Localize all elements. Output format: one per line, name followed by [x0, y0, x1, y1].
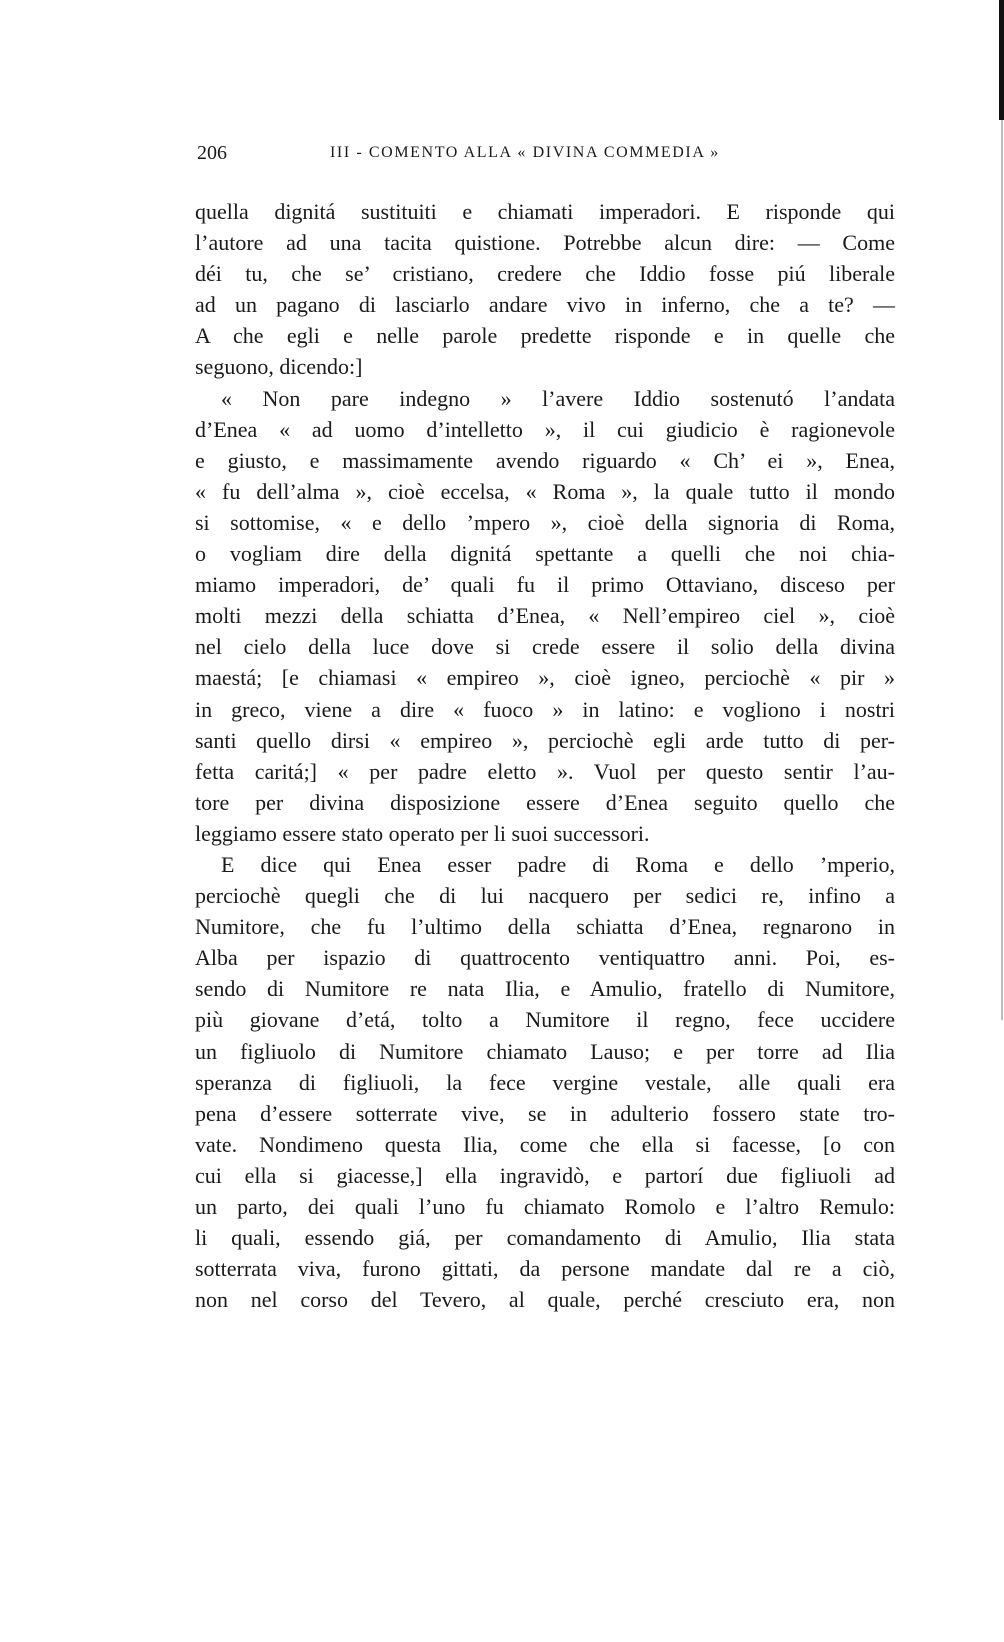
text-line: sendo di Numitore re nata Ilia, e Amulio, fratello di Numitore, — [195, 976, 895, 1002]
text-line: « fu dell’alma », cioè eccelsa, « Roma », la quale tutto il mondo — [195, 478, 895, 504]
text-line: non nel corso del Tevero, al quale, perché cresciuto era, non — [195, 1287, 895, 1313]
running-header: III - COMENTO ALLA « DIVINA COMMEDIA » — [330, 144, 720, 161]
text-line: Alba per ispazio di quattrocento ventiquattro anni. Poi, es- — [195, 945, 895, 971]
text-line: maestá; [e chiamasi « empireo », cioè igneo, perciochè « pir » — [195, 665, 895, 691]
text-line: santi quello dirsi « empireo », perciochè egli arde tutto di per- — [195, 727, 895, 753]
text-line: e giusto, e massimamente avendo riguardo « Ch’ ei », Enea, — [195, 447, 895, 473]
text-line: li quali, essendo giá, per comandamento di Amulio, Ilia stata — [195, 1225, 895, 1251]
text-line: seguono, dicendo:] — [195, 354, 363, 380]
text-line: più giovane d’etá, tolto a Numitore il regno, fece uccidere — [195, 1007, 895, 1033]
text-line: l’autore ad una tacita quistione. Potrebbe alcun dire: — Come — [195, 230, 895, 256]
text-line: molti mezzi della schiatta d’Enea, « Nell’empireo ciel », cioè — [195, 603, 895, 629]
text-line: « Non pare indegno » l’avere Iddio sostenutó l’andata — [221, 385, 895, 411]
text-line: déi tu, che se’ cristiano, credere che Iddio fosse piú liberale — [195, 261, 895, 287]
text-line: A che egli e nelle parole predette risponde e in quelle che — [195, 323, 895, 349]
text-line: speranza di figliuoli, la fece vergine vestale, alle quali era — [195, 1069, 895, 1095]
text-line: vate. Nondimeno questa Ilia, come che ella si facesse, [o con — [195, 1131, 895, 1157]
text-line: o vogliam dire della dignitá spettante a quelli che noi chia- — [195, 541, 895, 567]
text-line: Numitore, che fu l’ultimo della schiatta d’Enea, regnarono in — [195, 914, 895, 940]
page-number: 206 — [197, 142, 227, 164]
scan-edge-shadow — [1001, 120, 1003, 1020]
text-line: sotterrata viva, furono gittati, da persone mandate dal re a ciò, — [195, 1256, 895, 1282]
text-line: un figliuolo di Numitore chiamato Lauso; e per torre ad Ilia — [195, 1038, 895, 1064]
text-line: cui ella si giacesse,] ella ingravidò, e partorí due figliuoli ad — [195, 1162, 895, 1188]
text-line: fetta caritá;] « per padre eletto ». Vuol per questo sentir l’au- — [195, 758, 895, 784]
text-line: perciochè quegli che di lui nacquero per sedici re, infino a — [195, 883, 895, 909]
text-line: miamo imperadori, de’ quali fu il primo Ottaviano, disceso per — [195, 572, 895, 598]
text-line: in greco, viene a dire « fuoco » in latino: e vogliono i nostri — [195, 696, 895, 722]
body-text — [195, 196, 895, 1315]
text-line: un parto, dei quali l’uno fu chiamato Romolo e l’altro Remulo: — [195, 1194, 895, 1219]
text-line: si sottomise, « e dello ’mpero », cioè della signoria di Roma, — [195, 509, 895, 535]
text-line: quella dignitá sustituiti e chiamati imperadori. E risponde qui — [195, 199, 895, 224]
text-line: tore per divina disposizione essere d’Enea seguito quello che — [195, 789, 895, 815]
scan-edge — [999, 0, 1004, 120]
text-line: nel cielo della luce dove si crede essere il solio della divina — [195, 634, 895, 660]
text-line: ad un pagano di lasciarlo andare vivo in inferno, che a te? — — [195, 292, 895, 318]
text-line: d’Enea « ad uomo d’intelletto », il cui giudicio è ragionevole — [195, 416, 895, 442]
text-line: pena d’essere sotterrate vive, se in adulterio fossero state tro- — [195, 1100, 895, 1126]
text-line: E dice qui Enea esser padre di Roma e dello ’mperio, — [221, 851, 895, 877]
text-line: leggiamo essere stato operato per li suoi successori. — [195, 820, 650, 846]
